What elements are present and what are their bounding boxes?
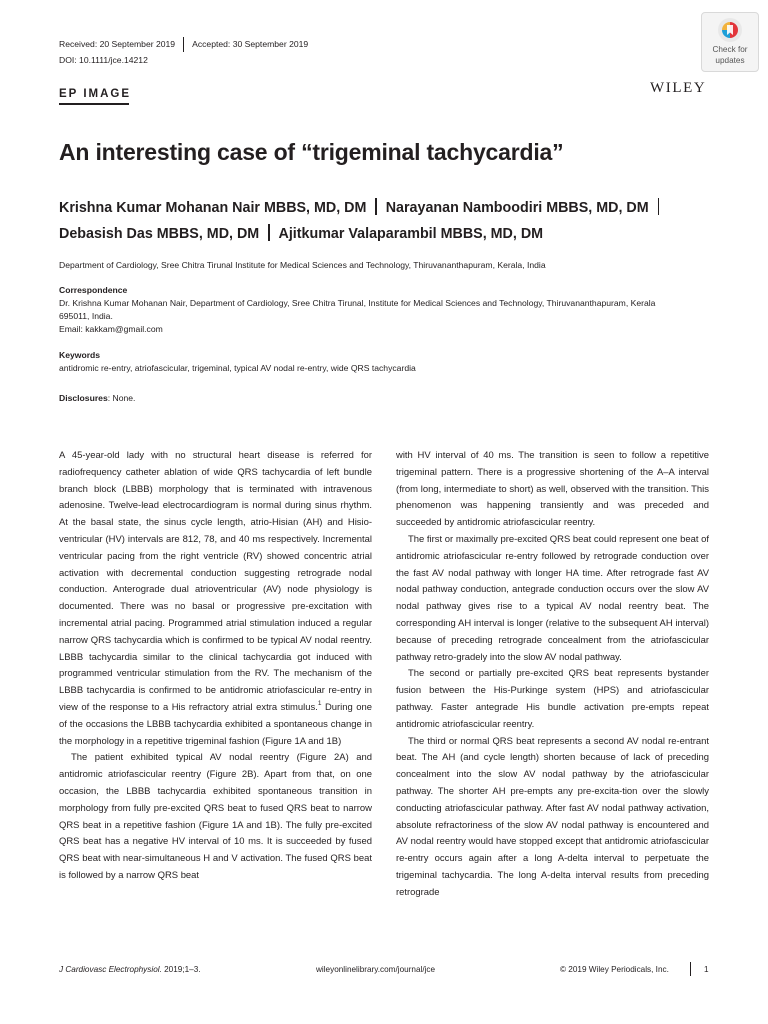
check-for-updates-icon	[717, 17, 743, 43]
author-name[interactable]: Ajitkumar Valaparambil MBBS, MD, DM	[278, 226, 544, 242]
correspondence-line2: 695011, India.	[59, 311, 113, 321]
right-column	[396, 448, 709, 902]
author-separator	[375, 198, 376, 215]
section-label: EP IMAGE	[59, 88, 132, 100]
keywords-text: antidromic re-entry, atriofascicular, trigeminal, typical AV nodal re-entry, wide QRS tachycardia	[59, 363, 416, 373]
correspondence-line1: Dr. Krishna Kumar Mohanan Nair, Department of Cardiology, Sree Chitra Tirunal, Institute for Medical Sciences and Technology, Thiruvananthapuram, Kerala	[59, 298, 656, 308]
correspondence-label: Correspondence	[59, 285, 128, 295]
footer-copyright: © 2019 Wiley Periodicals, Inc.	[560, 965, 669, 974]
disclosures-label: Disclosures	[59, 393, 108, 403]
author-separator	[658, 198, 659, 215]
body-paragraph: The second or partially pre-excited QRS beat represents bystander fusion between the His-Purkinge system (HPS) and atriofascicular pathway. Faster antegrade His bundle activation pre-empts repeat antidromic atriofascicular reentry.	[396, 668, 709, 730]
author-name[interactable]: Debasish Das MBBS, MD, DM	[59, 226, 260, 242]
reference-1[interactable]: 1	[317, 699, 322, 707]
badge-text-line1: Check for	[712, 45, 748, 54]
correspondence-email[interactable]: Email: kakkam@gmail.com	[59, 324, 163, 334]
body-paragraph	[59, 448, 372, 750]
journal-name: J Cardiovasc Electrophysiol.	[59, 965, 162, 974]
doi[interactable]: DOI: 10.1111/jce.14212	[59, 55, 148, 65]
page-number: 1	[704, 965, 709, 974]
badge-text-line2: updates	[715, 56, 745, 65]
correspondence-block	[59, 284, 709, 336]
paragraph-text: During one of the occasions the LBBB tachycardia exhibited a spontaneous change in the morphology in a repetitive trigeminal fashion (Figure 1A and 1B)	[59, 701, 372, 747]
disclosures-block	[59, 392, 135, 405]
check-for-updates-badge[interactable]	[701, 12, 759, 72]
footer-separator	[690, 962, 691, 976]
author-separator	[268, 224, 269, 241]
section-rule	[59, 103, 129, 105]
header-separator	[183, 37, 184, 52]
body-paragraph: The third or normal QRS beat represents a second AV nodal re-entrant beat. The AH (and cycle length) shorten because of lack of preceding concealment into the slow AV nodal pathway by the atriofascicular pathway. The shorter AH pre-empts any pre-excita-tion over the slowly conducting atriofascicular pathway. After fast AV nodal pathway activation, absolute refractoriness of the slow AV nodal pathway is encountered and AV nodal reentry would have stopped except that antidromic atriofascicular re-entry occurs again after a long A-delta interval to perpetuate the trigeminal tachycardia. The long A-delta interval results from preceding retrograde	[396, 735, 709, 898]
citation-text: 2019;1–3.	[161, 965, 201, 974]
paragraph-text: A 45-year-old lady with no structural heart disease is referred for radiofrequency catheter ablation of wide QRS tachycardia of left bundle branch block (LBBB) morphology that is terminated with intravenous adenosine. Twelve-lead electrocardiogram is normal during sinus rhythm. At the basal state, the sinus cycle length, atrio-Hisian (AH) and Hisio-ventricular (HV) intervals are 812, 78, and 40 ms respectively. Incremental ventricular pacing from the right ventricle (RV) showed concentric atrial activation with decremental conduction suggesting retrograde nodal conduction. Anterograde dual atrioventricular (AV) node physiology is documented. There was no basal or progressive pre-excitation with incremental atrial pacing. Programmed atrial stimulation induced a regular narrow QRS tachycardia which is confirmed to be typical AV nodal reentry. LBBB tachycardia similar to the clinical tachycardia got induced with programmed ventricular stimulation from the RV. The mechanism of the LBBB tachycardia is confirmed to be antidromic atriofascicular re-entry in view of the response to a His refractory atrial extra stimulus.	[59, 450, 372, 713]
footer-url[interactable]: wileyonlinelibrary.com/journal/jce	[316, 965, 436, 974]
body-paragraph: The first or maximally pre-excited QRS beat could represent one beat of antidromic atriofascicular re-entry followed by retrograde conduction over the fast AV nodal pathway with longer HA time. After retrograde fast AV nodal pathway conduction, antegrade conduction occurs over the slow AV nodal pathway gives rise to a typical AV nodal reentry beat. The corresponding AH interval is longer (relative to the subsequent AH interval) because of preceding retrograde concealment from the atriofascicular pathway retro-gradely into the slow AV nodal pathway.	[396, 533, 709, 663]
received-date: Received: 20 September 2019	[59, 38, 176, 49]
left-column	[59, 448, 372, 885]
affiliation: Department of Cardiology, Sree Chitra Tirunal Institute for Medical Sciences and Technology, Thiruvananthapuram, Kerala, India	[59, 260, 546, 270]
received-accepted-line	[59, 37, 308, 52]
accepted-date: Accepted: 30 September 2019	[192, 38, 309, 49]
author-name[interactable]: Narayanan Namboodiri MBBS, MD, DM	[385, 200, 649, 216]
body-paragraph: with HV interval of 40 ms. The transition is seen to follow a repetitive trigeminal pattern. There is a progressive shortening of the A–A interval (from long, intermediate to short) as well, observed with the transition. This phenomenon was happening transiently and was preceded and succeeded by antidromic atriofascicular reentry.	[396, 450, 709, 529]
publisher-logo: WILEY	[650, 80, 707, 96]
keywords-block	[59, 349, 416, 375]
author-list	[59, 195, 668, 247]
body-paragraph: The patient exhibited typical AV nodal reentry (Figure 2A) and antidromic atriofascicular reentry (Figure 2B). Apart from that, on one occasion, the LBBB tachycardia exhibited spontaneous transition in morphology from fully pre-excited QRS beat to fused QRS beat to narrow QRS beat in a repetitive fashion (Figure 1A and 1B). The fully pre-excited QRS beat has a negative HV interval of 10 ms. It is succeeded by fused QRS beat with near-simultaneous H and V activation. The fused QRS beat is followed by a narrow QRS beat	[59, 752, 372, 881]
author-name[interactable]: Krishna Kumar Mohanan Nair MBBS, MD, DM	[59, 200, 367, 216]
disclosures-text: : None.	[107, 393, 136, 403]
keywords-label: Keywords	[59, 350, 101, 360]
footer-citation	[59, 965, 201, 974]
article-title: An interesting case of “trigeminal tachycardia”	[59, 139, 564, 165]
